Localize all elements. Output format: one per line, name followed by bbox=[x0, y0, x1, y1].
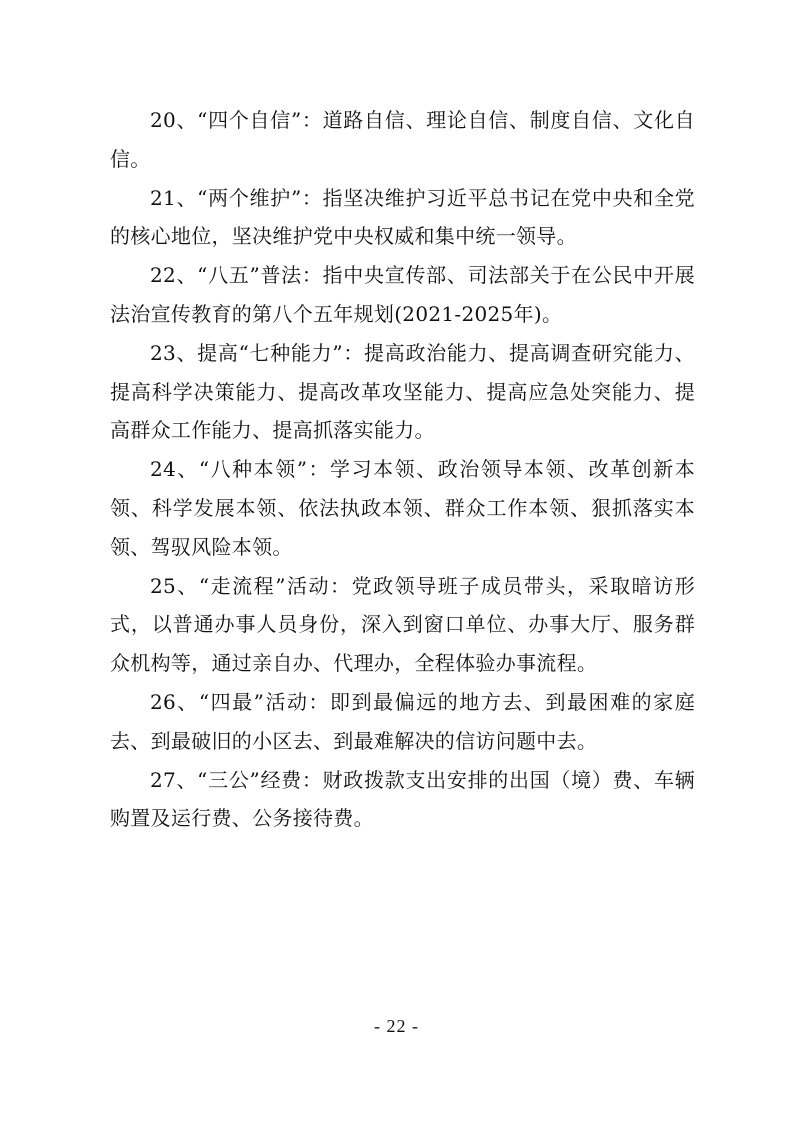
glossary-entry-21: 21、“两个维护”：指坚决维护习近平总书记在党中央和全党的核心地位，坚决维护党中央权威和集中统一领导。 bbox=[110, 185, 695, 249]
glossary-entry-23: 23、提高“七种能力”：提高政治能力、提高调查研究能力、提高科学决策能力、提高改革攻坚能力、提高应急处突能力、提高群众工作能力、提高抓落实能力。 bbox=[110, 340, 695, 443]
page-number: - 22 - bbox=[374, 1016, 419, 1036]
glossary-entry-27: 27、“三公”经费：财政拨款支出安排的出国（境）费、车辆购置及运行费、公务接待费。 bbox=[110, 767, 695, 831]
glossary-entry-26: 26、“四最”活动：即到最偏远的地方去、到最困难的家庭去、到最破旧的小区去、到最难解决的信访问题中去。 bbox=[110, 689, 695, 753]
glossary-entry-22: 22、“八五”普法：指中央宣传部、司法部关于在公民中开展法治宣传教育的第八个五年规划(2021-2025年)。 bbox=[110, 263, 695, 326]
glossary-entry-20: 20、“四个自信”：道路自信、理论自信、制度自信、文化自信。 bbox=[110, 108, 695, 171]
document-body bbox=[110, 101, 695, 838]
glossary-entry-24: 24、“八种本领”：学习本领、政治领导本领、改革创新本领、科学发展本领、依法执政本领、群众工作本领、狠抓落实本领、驾驭风险本领。 bbox=[110, 457, 695, 559]
glossary-entry-25: 25、“走流程”活动：党政领导班子成员带头，采取暗访形式，以普通办事人员身份，深入到窗口单位、办事大厅、服务群众机构等，通过亲自办、代理办，全程体验办事流程。 bbox=[110, 573, 695, 676]
